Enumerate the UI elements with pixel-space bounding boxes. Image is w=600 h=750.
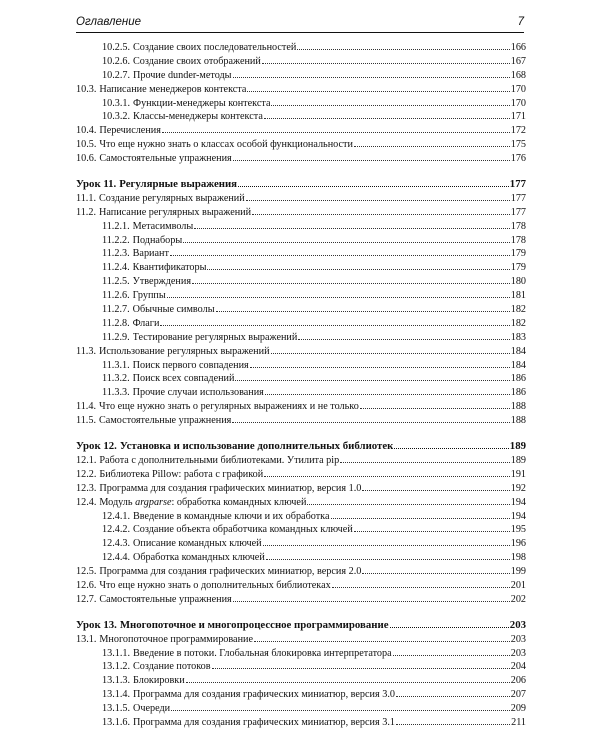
toc-entry-page: 177 [510,206,526,218]
toc-entry-number: 10.2.5. [102,42,131,53]
dot-leader [254,632,510,642]
dot-leader [212,659,510,669]
toc-entry-title: Написание менеджеров контекста [99,83,247,95]
toc-entry-row[interactable] [76,151,526,165]
toc-entry-title [99,496,306,510]
toc-entry-row[interactable] [76,467,526,481]
toc-entry-title: Описание командных ключей [133,538,262,550]
toc-entry-number: 11.2.6. [102,290,130,302]
dot-leader [393,646,510,656]
running-header-section: Оглавление [76,16,141,28]
toc-entry-title: Работа с дополнительными библиотеками. Утилита pip [99,454,340,466]
toc-entry-page: 186 [510,373,526,385]
toc-entry-row[interactable] [76,632,526,646]
toc-entry-row[interactable] [76,246,526,260]
toc-lesson-row[interactable] [76,618,526,632]
toc-entry-page: 198 [510,552,526,564]
dot-leader [354,522,510,532]
toc-entry-title: Прочие случаи использования [132,387,264,399]
dot-leader [390,618,509,628]
dot-leader [340,453,510,463]
toc-entry-page: 171 [510,111,526,123]
toc-entry-page: 182 [510,317,526,329]
toc-entry-number: 12.4.1. [102,510,131,522]
dot-leader [331,509,510,519]
toc-entry-number: 11.2.2. [102,234,130,246]
toc-entry-number: Урок 11. [76,178,117,191]
toc-entry-title: Программа для создания графических миниатюр, версия 2.0 [99,566,362,578]
toc-entry-title: Создание своих отображений [133,55,261,67]
dot-leader [264,467,509,477]
toc-entry-title: Блокировки [133,675,185,687]
toc-entry-page: 170 [510,97,526,109]
toc-entry-page: 206 [510,675,526,687]
toc-entry-title: Установка и использование дополнительных библиотек [119,440,394,453]
toc-entry-page: 184 [510,345,526,357]
toc-entry-number: 11.3.1. [102,359,130,371]
dot-leader [192,274,510,284]
toc-entry-page: 168 [510,69,526,81]
toc-entry-row[interactable] [76,564,526,578]
page-number: 7 [517,16,524,28]
toc-entry-number: 12.5. [76,566,97,578]
toc-entry-title: Вариант [132,248,169,260]
toc-entry-row[interactable] [76,302,526,316]
dot-leader [362,564,509,574]
toc-entry-row[interactable] [76,413,526,427]
toc-entry-number: 13.1.6. [102,716,131,728]
toc-entry-page: 201 [510,579,526,591]
dot-leader [232,413,509,423]
toc-entry-title: Регулярные выражения [119,178,238,191]
dot-leader [271,96,509,106]
toc-entry-title: Флаги [132,317,160,329]
toc-entry-row[interactable] [76,233,526,247]
table-of-contents [76,40,526,729]
toc-entry-title: Поиск всех совпадений [132,373,235,385]
toc-entry-title: Что еще нужно знать о классах особой функциональности [99,139,353,151]
toc-entry-page: 175 [510,139,526,151]
dot-leader [332,578,510,588]
toc-entry-row[interactable] [76,54,526,68]
toc-entry-title: Создание потоков [133,661,211,673]
toc-entry-number: Урок 12. [76,440,117,453]
dot-leader [170,246,510,256]
toc-entry-title: Очереди [133,703,171,715]
toc-entry-title: Что еще нужно знать о дополнительных библиотеках [99,579,331,591]
dot-leader [194,219,509,229]
dot-leader [271,344,510,354]
toc-entry-number: 11.2.8. [102,317,130,329]
toc-entry-number: 11.2.5. [102,276,130,288]
dot-leader [207,260,509,270]
toc-entry-page: 203 [510,647,526,659]
dot-leader [167,288,510,298]
toc-entry-title: Квантификаторы [132,262,207,274]
toc-entry-row[interactable] [76,536,526,550]
dot-leader [160,316,509,326]
toc-entry-number: 11.2.7. [102,304,130,316]
toc-entry-number: 11.5. [76,415,96,427]
toc-entry-page: 177 [510,192,526,204]
dot-leader [396,687,510,697]
toc-entry-page: 179 [510,262,526,274]
toc-entry-title: Классы-менеджеры контекста [133,111,263,123]
dot-leader [396,715,510,725]
toc-entry-title: Многопоточное и многопроцессное программирование [119,618,389,631]
toc-entry-number: 12.6. [76,579,97,591]
dot-leader [186,673,510,683]
toc-entry-title: Введение в командные ключи и их обработка [133,510,330,522]
toc-entry-title: Утверждения [132,276,192,288]
toc-entry-page: 202 [510,593,526,605]
toc-entry-row[interactable] [76,399,526,413]
toc-entry-number: 12.2. [76,468,97,480]
toc-entry-row[interactable] [76,701,526,715]
toc-entry-number: 10.6. [76,153,97,165]
dot-leader [264,109,510,119]
toc-entry-page: 196 [510,538,526,550]
toc-entry-page: 195 [510,524,526,536]
toc-entry-page: 189 [510,454,526,466]
toc-entry-page: 203 [510,633,526,645]
toc-entry-number: 12.7. [76,593,97,605]
toc-entry-title: Создание объекта обработчика командных ключей [133,524,353,536]
toc-entry-number: 11.2.4. [102,262,130,274]
toc-entry-title: Программа для создания графических миниатюр, версия 3.1 [133,716,395,728]
toc-entry-row[interactable] [76,40,526,54]
toc-entry-row[interactable] [76,371,526,385]
toc-entry-page: 177 [509,178,526,191]
toc-entry-row[interactable] [76,673,526,687]
toc-entry-title: Поднаборы [132,234,183,246]
toc-entry-row[interactable] [76,288,526,302]
toc-entry-number: 11.2.1. [102,220,130,232]
dot-leader [238,177,509,187]
toc-entry-row[interactable] [76,659,526,673]
toc-entry-row[interactable] [76,137,526,151]
dot-leader [354,137,510,147]
dot-leader [297,40,509,50]
toc-entry-number: 11.4. [76,401,96,413]
toc-entry-number: 12.4.3. [102,538,131,550]
toc-entry-number: 11.2. [76,206,96,218]
toc-entry-title: Функции-менеджеры контекста [133,97,271,109]
toc-entry-page: 181 [510,290,526,302]
toc-entry-title: Программа для создания графических миниатюр, версия 1.0 [99,482,362,494]
toc-entry-number: 10.3. [76,83,97,95]
toc-entry-number: 10.3.1. [102,97,131,109]
toc-entry-page: 178 [510,234,526,246]
toc-entry-title: Обычные символы [132,304,215,316]
toc-entry-page: 188 [510,401,526,413]
toc-entry-page: 192 [510,482,526,494]
toc-entry-number: 13.1. [76,633,97,645]
toc-entry-number: 12.3. [76,482,97,494]
toc-entry-row[interactable] [76,274,526,288]
toc-entry-number: 12.4. [76,496,97,508]
toc-entry-title: Поиск первого совпадения [132,359,249,371]
dot-leader [233,68,510,78]
toc-entry-title: Самостоятельные упражнения [99,415,232,427]
toc-entry-page: 204 [510,661,526,673]
toc-entry-row[interactable] [76,191,526,205]
toc-entry-page: 178 [510,220,526,232]
toc-entry-row[interactable] [76,109,526,123]
toc-entry-title: Библиотека Pillow: работа с графикой [99,468,264,480]
dot-leader [360,399,510,409]
dot-leader [235,371,509,381]
dot-leader [162,123,510,133]
dot-leader [233,151,510,161]
toc-entry-page: 186 [510,387,526,399]
toc-entry-row[interactable] [76,385,526,399]
toc-entry-title: Самостоятельные упражнения [99,593,232,605]
toc-entry-title-part: : обработка командных ключей [171,496,307,508]
toc-entry-title: Создание своих последовательностей [133,42,297,53]
toc-entry-number: 13.1.5. [102,703,131,715]
toc-entry-number: 10.5. [76,139,97,151]
dot-leader [307,495,509,505]
toc-entry-number: 10.2.7. [102,69,131,81]
dot-leader [171,701,510,711]
dot-leader [250,358,510,368]
toc-entry-page: 166 [510,42,526,53]
toc-entry-page: 189 [509,440,526,453]
toc-entry-number: 12.1. [76,454,97,466]
dot-leader [266,550,510,560]
toc-entry-title: Использование регулярных выражений [99,345,270,357]
toc-entry-row[interactable] [76,96,526,110]
toc-entry-row[interactable] [76,316,526,330]
toc-entry-row[interactable] [76,260,526,274]
toc-entry-title: Введение в потоки. Глобальная блокировка интерпретатора [133,647,392,659]
dot-leader [362,481,509,491]
toc-entry-number: Урок 13. [76,618,117,631]
dot-leader [394,439,508,449]
toc-entry-row[interactable] [76,715,526,729]
toc-entry-row[interactable] [76,330,526,344]
toc-entry-row[interactable] [76,219,526,233]
toc-entry-title: Программа для создания графических миниатюр, версия 3.0 [133,689,395,701]
toc-entry-title: Прочие dunder-методы [133,69,232,81]
dot-leader [263,536,510,546]
toc-entry-page: 191 [510,468,526,480]
toc-entry-title: Написание регулярных выражений [99,206,252,218]
dot-leader [247,82,509,92]
toc-entry-row[interactable] [76,68,526,82]
toc-entry-page: 194 [510,496,526,508]
toc-entry-row[interactable] [76,123,526,137]
toc-entry-row[interactable] [76,358,526,372]
toc-entry-row[interactable] [76,592,526,606]
toc-entry-title: Что еще нужно знать о регулярных выражениях и не только [99,401,359,413]
dot-leader [233,592,510,602]
toc-entry-number: 12.4.4. [102,552,131,564]
toc-entry-number: 11.1. [76,192,96,204]
toc-entry-page: 179 [510,248,526,260]
toc-entry-page: 172 [510,125,526,137]
toc-entry-row[interactable] [76,522,526,536]
dot-leader [246,191,510,201]
dot-leader [298,330,509,340]
toc-entry-page: 183 [510,331,526,343]
toc-entry-row[interactable] [76,481,526,495]
toc-entry-row[interactable] [76,205,526,219]
dot-leader [262,54,510,64]
toc-entry-row[interactable] [76,550,526,564]
dot-leader [183,233,510,243]
toc-entry-number: 11.2.3. [102,248,130,260]
toc-entry-number: 13.1.3. [102,675,131,687]
toc-entry-number: 11.3.2. [102,373,130,385]
toc-entry-page: 203 [509,618,526,631]
toc-entry-number: 13.1.2. [102,661,131,673]
toc-entry-title: Метасимволы [132,220,194,232]
toc-entry-page: 211 [511,716,526,728]
toc-entry-number: 11.3. [76,345,96,357]
toc-entry-title: Обработка командных ключей [133,552,265,564]
toc-entry-title: Перечисления [99,125,161,137]
toc-entry-page: 180 [510,276,526,288]
toc-entry-row[interactable] [76,82,526,96]
toc-entry-number: 13.1.1. [102,647,131,659]
toc-entry-number: 10.2.6. [102,55,131,67]
toc-entry-title: Многопоточное программирование [99,633,254,645]
toc-entry-page: 182 [510,304,526,316]
toc-entry-page: 199 [510,566,526,578]
toc-lesson-row[interactable] [76,439,526,453]
toc-entry-page: 194 [510,510,526,522]
toc-entry-row[interactable] [76,578,526,592]
toc-entry-number: 12.4.2. [102,524,131,536]
toc-entry-row[interactable] [76,344,526,358]
toc-entry-page: 209 [510,703,526,715]
toc-entry-page: 176 [510,153,526,165]
toc-entry-page: 184 [510,359,526,371]
toc-entry-row[interactable] [76,509,526,523]
toc-entry-row[interactable] [76,646,526,660]
toc-lesson-row[interactable] [76,177,526,191]
toc-entry-number: 13.1.4. [102,689,131,701]
toc-entry-title-emphasis: argparse [135,496,172,508]
toc-entry-page: 207 [510,689,526,701]
toc-entry-number: 10.3.2. [102,111,131,123]
toc-entry-number: 11.3.3. [102,387,130,399]
dot-leader [252,205,510,215]
toc-entry-page: 167 [510,55,526,67]
toc-entry-row[interactable] [76,687,526,701]
dot-leader [265,385,510,395]
dot-leader [216,302,510,312]
toc-entry-title: Тестирование регулярных выражений [132,331,298,343]
toc-entry-title: Самостоятельные упражнения [99,153,232,165]
toc-entry-title-part: Модуль [99,496,136,508]
toc-entry-number: 10.4. [76,125,97,137]
running-header [76,14,524,33]
toc-entry-page: 188 [510,415,526,427]
toc-entry-title: Группы [132,290,166,302]
toc-entry-row[interactable] [76,453,526,467]
toc-entry-page: 170 [510,83,526,95]
toc-entry-number: 11.2.9. [102,331,130,343]
toc-entry-title: Создание регулярных выражений [99,192,245,204]
toc-entry-row[interactable] [76,495,526,509]
